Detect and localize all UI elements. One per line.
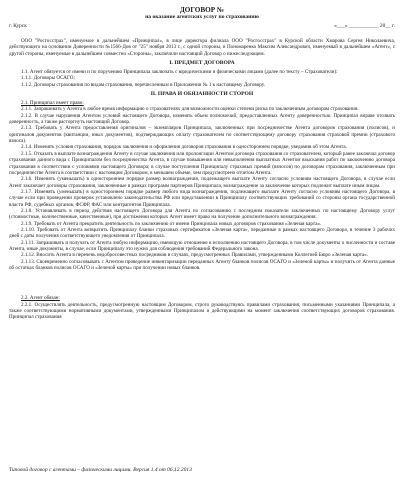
document-title: ДОГОВОР № [179, 6, 225, 14]
clause-2-1-2: 2.1.2. В случае нарушения Агентом условий настоящего Договора, изменять объем полномочий, предоставленных Агенту доверенностью. Принципал вправе отозвать доверенность, а также расторгнуть настоящий Договор. [9, 112, 395, 126]
clause-2-1-9: 2.1.9. Требовать от Агента прекратить деятельность по заключению от имени Принципала новых договоров страхования «Зеленая карта». [21, 220, 322, 227]
city-label: г. Курск [9, 23, 27, 29]
clause-2-1-8: 2.1.8. Устанавливать в период действия настоящего Договора для Агента по согласованию с последним показатели заключенных по настоящему Договору услуг (стоимостные, количественные, качественные), при достижении которых Агент имеет право на получение дополнительного вознаграждения. [9, 207, 395, 221]
clause-2-1-3: 2.1.3. Требовать у Агента предоставления оригиналов – экземпляров Принципала, заключенных при посредничестве Агента договоров страхования (полисов), и оригиналов документов (квитанции, иных документов), подтверждающих оплату страхователем по соответствующему договору страхования страховой премии (страхового взноса). [9, 125, 395, 145]
city-date-row [9, 23, 395, 30]
clause-2-1: 2.1. Принципал имеет право: [21, 100, 84, 107]
clause-2-1-7: 2.1.7. Изменять (уменьшать) в одностороннем порядке размер любого вида вознаграждения, подлежащего выплате Агенту согласно условиям настоящего Договора, в случае если при проведении проверок установлено законодательства РФ или представлении в Принципалу соответствующих требований со стороны органа государственной власти РФ, судебных органов, ФСФР, ФАС или контрагентов Принципала. [9, 188, 395, 208]
clause-1-1-1: 1.1.1. Договоры ОСАГО; [21, 75, 75, 82]
clause-2-1-6: 2.1.6. Изменять (уменьшать) в одностороннем порядке размер вознаграждения, подлежащего выплате Агенту согласно условиям настоящего Договора, в случае если Агент заключает договоры страхования, заключенные в рамках программ партнеров Принципала, вознаграждение за заключение которых подлежит выплате иным лицам. [9, 176, 395, 189]
preamble-paragraph: ООО "Росгосстрах", именуемое в дальнейшем «Принципал», в лице директора филиала ООО "Росгосстрах" в Курской области Хмарова Сергея Николаевича, действующего на основании Доверенности №1566-Дов от "25" ноября 2013 г., с одной стороны, и Пономаренко Максим Александрович, именуемый в дальнейшем «Агент», с другой стороны, именуемые в дальнейшем совместно «Стороны», заключили настоящий Договор о нижеследующем. [9, 38, 395, 57]
document-subtitle: на оказание агентских услуг по страхованию [145, 14, 259, 20]
document-footer: Типовой договор с агентами – физическими лицами. Версия 1.4 от 06.12.2013 [9, 467, 192, 473]
clause-1-1: 1.1. Агент обязуется от имени и по поручению Принципала заключать с юридическими и физическими лицами (далее по тексту – Страхователи): [21, 69, 338, 76]
clause-2-2-1: 2.2.1. Осуществлять деятельность, предусмотренную настоящим Договором, строго руководствуясь правилами страхования, письменными указаниями Принципала, а также соответствующими нормативными документами, утвержденными Принципалом и действующими на момент заключения соответствующих договоров страхования. Принципал страхования [9, 301, 395, 321]
clause-2-1-1: 2.1.1. Запрашивать у Агента в любое время информацию о страхователях для возможности оценки степени риска по заключенным договорам страхования. [21, 106, 359, 113]
clause-2-1-11: 2.1.11. Запрашивать и получать от Агента любую информацию, имеющую отношение к исполнению настоящего Договора, в том числе документы о численности и составе Агента, иные документы, в случае, если Принципалу это нужно для соблюдения требований Федерального закона. [9, 239, 395, 252]
clause-2-1-12: 2.1.12. Вносить Агента в перечень недобросовестных посредников в случаях, предусмотренных Правилами, утвержденными Коллегией Бюро «Зеленая карта». [21, 252, 369, 259]
date-line: «___» ___________ 20__ г. [334, 23, 395, 29]
section-2-heading: II. ПРАВА И ОБЯЗАННОСТИ СТОРОН [150, 91, 254, 98]
clause-2-1-4: 2.1.4. Изменять условия страхования, порядок заключения и оформления договоров страхования в одностороннем порядке, уведомив об этом Агента. [21, 144, 347, 151]
clause-2-1-13: 2.1.13. Своевременно согласовывать с Агентом проведение инвентаризации переданных Агенту бланков полисов ОСАГО и «Зеленой карты» и получить от Агента данные об остатках бланков полисов ОСАГО и «Зеленой карты» при получении новых бланков. [9, 258, 395, 271]
clause-2-2: 2.2. Агент обязан: [21, 295, 60, 302]
clause-1-1-2: 1.1.2. Договоры страхования по видам страхования, перечисленным в Приложении № 1 к настоящему Договору. [21, 81, 266, 88]
section-1-heading: I. ПРЕДМЕТ ДОГОВОРА [169, 60, 235, 67]
clause-2-1-5: 2.1.5. Отказать в выплате вознаграждения Агенту в случае заключения или пролонгации Агентом договора страхования со страхователем, который ранее заключал договор страхования данного вида с Принципалом без посредничества Агента, в случае повышения или невыполнения выплатных Агентом взыскания работ по заключению договора страхования в соответствии с условиями настоящего Договора; в случае поступления Принципалу страховых премий (взносов) по договорам страхования, заключенным при посредничестве Агента в соответствии с настоящим Договором, в меньшем объеме, чем предусмотрено отчетом Агента. [9, 150, 395, 176]
clause-2-1-10: 2.1.10. Требовать от Агента возвратить Принципалу бланки страховых сертификатов «Зеленая карта», переданные в рамках настоящего Договора, в течение 3 рабочих дней с даты получения соответствующего уведомления от Принципала. [9, 226, 395, 240]
